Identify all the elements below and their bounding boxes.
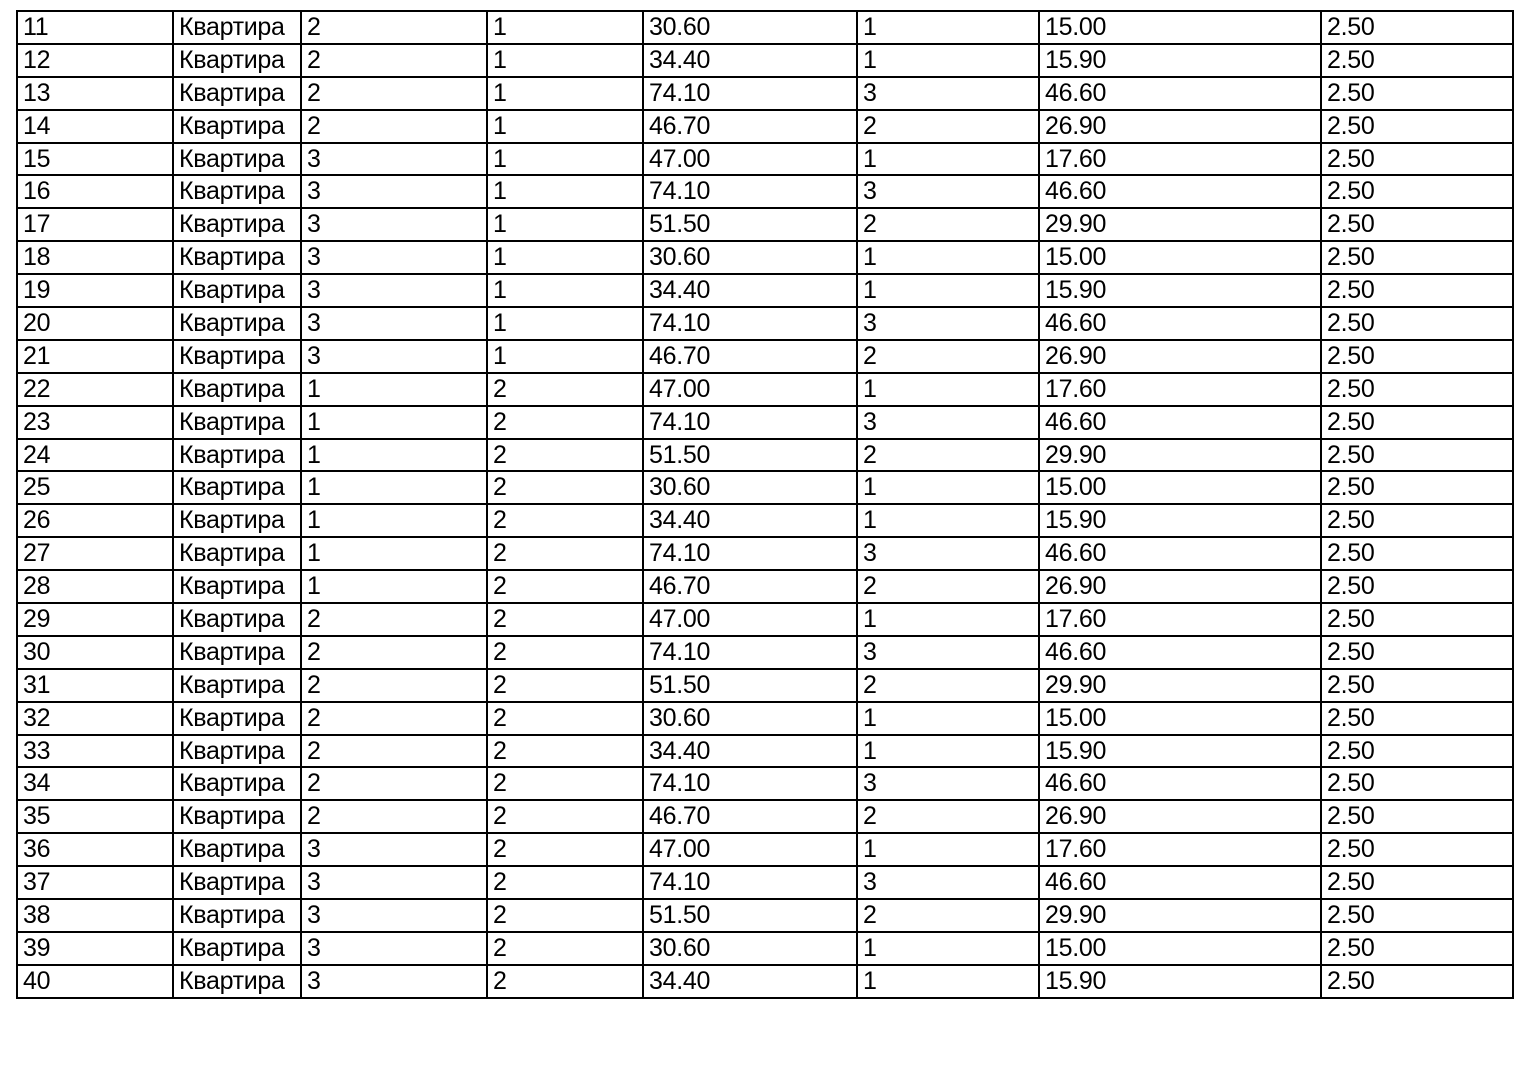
table-cell: 47.00 <box>643 603 857 636</box>
table-row <box>17 702 1513 735</box>
table-cell: 17.60 <box>1039 373 1321 406</box>
table-cell: 47.00 <box>643 143 857 176</box>
table-body <box>17 11 1513 998</box>
table-cell: 11 <box>17 11 173 44</box>
table-cell: 2 <box>487 899 643 932</box>
table-cell: 17.60 <box>1039 603 1321 636</box>
table-cell: 2.50 <box>1321 702 1513 735</box>
table-cell: 1 <box>857 241 1039 274</box>
table-cell: 3 <box>301 833 487 866</box>
table-cell: 46.60 <box>1039 767 1321 800</box>
table-cell: 46.60 <box>1039 537 1321 570</box>
table-cell: 1 <box>487 175 643 208</box>
table-cell: 2 <box>487 735 643 768</box>
table-cell: 31 <box>17 669 173 702</box>
table-cell: 30.60 <box>643 932 857 965</box>
table-cell: 2.50 <box>1321 932 1513 965</box>
table-cell: 34.40 <box>643 735 857 768</box>
table-cell: 29.90 <box>1039 439 1321 472</box>
table-cell: 2 <box>487 570 643 603</box>
table-cell: 1 <box>301 504 487 537</box>
table-cell: 2.50 <box>1321 965 1513 998</box>
table-cell: 74.10 <box>643 866 857 899</box>
table-cell: 51.50 <box>643 208 857 241</box>
table-cell: 15.90 <box>1039 965 1321 998</box>
table-cell: 51.50 <box>643 439 857 472</box>
table-row <box>17 175 1513 208</box>
table-cell: 74.10 <box>643 636 857 669</box>
table-row <box>17 406 1513 439</box>
table-cell: 2.50 <box>1321 570 1513 603</box>
table-cell: 2 <box>301 44 487 77</box>
table-cell: Квартира <box>173 373 301 406</box>
table-cell: 2 <box>857 439 1039 472</box>
table-cell: Квартира <box>173 965 301 998</box>
table-cell: 1 <box>857 603 1039 636</box>
table-cell: 2.50 <box>1321 899 1513 932</box>
table-row <box>17 340 1513 373</box>
table-cell: 74.10 <box>643 406 857 439</box>
table-cell: 46.60 <box>1039 307 1321 340</box>
table-cell: 2 <box>301 110 487 143</box>
table-cell: 26 <box>17 504 173 537</box>
table-cell: 2 <box>487 636 643 669</box>
table-row <box>17 373 1513 406</box>
table-cell: 2 <box>301 11 487 44</box>
table-cell: 15.90 <box>1039 504 1321 537</box>
table-cell: 17.60 <box>1039 143 1321 176</box>
table-cell: 37 <box>17 866 173 899</box>
table-cell: 16 <box>17 175 173 208</box>
table-cell: 29.90 <box>1039 899 1321 932</box>
table-cell: 46.70 <box>643 340 857 373</box>
table-cell: 2 <box>487 373 643 406</box>
table-cell: 2.50 <box>1321 800 1513 833</box>
table-cell: Квартира <box>173 77 301 110</box>
table-cell: 21 <box>17 340 173 373</box>
table-row <box>17 439 1513 472</box>
table-cell: 2.50 <box>1321 340 1513 373</box>
table-cell: Квартира <box>173 800 301 833</box>
table-cell: 34 <box>17 767 173 800</box>
table-cell: 1 <box>857 932 1039 965</box>
table-cell: 38 <box>17 899 173 932</box>
table-cell: 74.10 <box>643 175 857 208</box>
table-cell: 51.50 <box>643 899 857 932</box>
table-cell: 1 <box>487 77 643 110</box>
table-cell: 1 <box>857 965 1039 998</box>
table-cell: 2.50 <box>1321 767 1513 800</box>
table-cell: Квартира <box>173 702 301 735</box>
table-cell: 34.40 <box>643 965 857 998</box>
table-cell: 3 <box>301 307 487 340</box>
table-cell: 2.50 <box>1321 504 1513 537</box>
table-cell: 3 <box>857 636 1039 669</box>
table-cell: 2 <box>857 669 1039 702</box>
table-cell: 46.60 <box>1039 175 1321 208</box>
table-cell: 30.60 <box>643 241 857 274</box>
table-cell: 3 <box>301 143 487 176</box>
table-cell: 2 <box>487 471 643 504</box>
table-cell: Квартира <box>173 143 301 176</box>
table-cell: 1 <box>487 44 643 77</box>
table-cell: 2.50 <box>1321 471 1513 504</box>
table-cell: 74.10 <box>643 307 857 340</box>
table-cell: 23 <box>17 406 173 439</box>
table-cell: 46.70 <box>643 570 857 603</box>
table-cell: 3 <box>857 537 1039 570</box>
table-row <box>17 833 1513 866</box>
table-cell: 2.50 <box>1321 373 1513 406</box>
table-cell: 1 <box>301 537 487 570</box>
table-cell: Квартира <box>173 932 301 965</box>
table-cell: 2 <box>487 537 643 570</box>
table-cell: 46.70 <box>643 800 857 833</box>
table-cell: 3 <box>857 767 1039 800</box>
table-cell: Квартира <box>173 603 301 636</box>
table-cell: 24 <box>17 439 173 472</box>
table-cell: 15.00 <box>1039 702 1321 735</box>
table-row <box>17 570 1513 603</box>
table-cell: 15.00 <box>1039 471 1321 504</box>
table-cell: 1 <box>487 110 643 143</box>
table-cell: 12 <box>17 44 173 77</box>
table-row <box>17 537 1513 570</box>
table-cell: Квартира <box>173 175 301 208</box>
table-row <box>17 965 1513 998</box>
table-cell: Квартира <box>173 866 301 899</box>
table-cell: 3 <box>301 932 487 965</box>
table-cell: Квартира <box>173 570 301 603</box>
table-cell: 2 <box>301 702 487 735</box>
table-cell: Квартира <box>173 11 301 44</box>
table-cell: 1 <box>301 439 487 472</box>
table-cell: 2 <box>857 570 1039 603</box>
table-cell: 39 <box>17 932 173 965</box>
table-cell: 3 <box>301 965 487 998</box>
table-cell: 2.50 <box>1321 669 1513 702</box>
table-cell: 33 <box>17 735 173 768</box>
table-cell: 18 <box>17 241 173 274</box>
table-cell: 3 <box>301 340 487 373</box>
table-cell: 1 <box>487 11 643 44</box>
table-cell: 15 <box>17 143 173 176</box>
table-cell: 26.90 <box>1039 110 1321 143</box>
table-cell: 2 <box>487 866 643 899</box>
table-row <box>17 110 1513 143</box>
table-cell: 2 <box>487 603 643 636</box>
table-cell: Квартира <box>173 899 301 932</box>
table-cell: Квартира <box>173 504 301 537</box>
table-cell: 2 <box>487 439 643 472</box>
table-row <box>17 274 1513 307</box>
table-cell: 46.60 <box>1039 636 1321 669</box>
table-cell: Квартира <box>173 833 301 866</box>
table-cell: 3 <box>857 866 1039 899</box>
table-cell: 2 <box>487 965 643 998</box>
table-cell: 28 <box>17 570 173 603</box>
table-cell: 1 <box>487 208 643 241</box>
table-cell: 1 <box>487 307 643 340</box>
table-cell: Квартира <box>173 636 301 669</box>
table-cell: 2 <box>487 406 643 439</box>
table-cell: 3 <box>301 866 487 899</box>
table-cell: 2 <box>487 767 643 800</box>
table-cell: 1 <box>857 11 1039 44</box>
table-row <box>17 77 1513 110</box>
table-cell: 1 <box>857 833 1039 866</box>
table-cell: 1 <box>857 471 1039 504</box>
table-cell: 2.50 <box>1321 44 1513 77</box>
table-cell: 2 <box>857 208 1039 241</box>
table-cell: 22 <box>17 373 173 406</box>
table-cell: 1 <box>857 44 1039 77</box>
table-row <box>17 11 1513 44</box>
table-cell: 74.10 <box>643 537 857 570</box>
table-cell: 2 <box>301 603 487 636</box>
table-cell: Квартира <box>173 307 301 340</box>
table-row <box>17 636 1513 669</box>
table-row <box>17 241 1513 274</box>
table-cell: 2.50 <box>1321 143 1513 176</box>
table-row <box>17 735 1513 768</box>
table-cell: 2.50 <box>1321 866 1513 899</box>
table-cell: Квартира <box>173 44 301 77</box>
table-cell: 2 <box>301 735 487 768</box>
table-cell: 1 <box>301 406 487 439</box>
table-cell: 27 <box>17 537 173 570</box>
table-cell: 25 <box>17 471 173 504</box>
table-cell: Квартира <box>173 669 301 702</box>
table-cell: Квартира <box>173 241 301 274</box>
table-row <box>17 143 1513 176</box>
table-cell: 2 <box>301 77 487 110</box>
table-cell: 15.00 <box>1039 241 1321 274</box>
table-row <box>17 603 1513 636</box>
table-cell: 14 <box>17 110 173 143</box>
table-cell: 74.10 <box>643 767 857 800</box>
table-cell: 3 <box>301 274 487 307</box>
table-cell: 36 <box>17 833 173 866</box>
table-cell: 2 <box>301 800 487 833</box>
table-cell: 34.40 <box>643 504 857 537</box>
table-cell: 15.00 <box>1039 11 1321 44</box>
table-cell: 2.50 <box>1321 241 1513 274</box>
table-cell: 3 <box>301 208 487 241</box>
table-cell: 1 <box>487 143 643 176</box>
table-cell: 2 <box>857 800 1039 833</box>
table-cell: Квартира <box>173 274 301 307</box>
table-cell: 26.90 <box>1039 800 1321 833</box>
table-cell: 2.50 <box>1321 208 1513 241</box>
table-cell: 20 <box>17 307 173 340</box>
table-cell: 2 <box>487 833 643 866</box>
table-row <box>17 44 1513 77</box>
table-cell: 2.50 <box>1321 735 1513 768</box>
table-cell: 15.00 <box>1039 932 1321 965</box>
table-cell: 2 <box>487 504 643 537</box>
table-cell: 2 <box>301 767 487 800</box>
table-cell: 15.90 <box>1039 735 1321 768</box>
table-row <box>17 932 1513 965</box>
table-cell: 1 <box>487 274 643 307</box>
table-row <box>17 800 1513 833</box>
table-cell: 3 <box>857 77 1039 110</box>
table-cell: 3 <box>301 241 487 274</box>
table-cell: 46.70 <box>643 110 857 143</box>
table-row <box>17 471 1513 504</box>
table-cell: 29 <box>17 603 173 636</box>
table-row <box>17 767 1513 800</box>
table-cell: 1 <box>857 143 1039 176</box>
table-cell: Квартира <box>173 110 301 143</box>
table-cell: 2 <box>857 899 1039 932</box>
table-cell: 1 <box>857 504 1039 537</box>
table-cell: 3 <box>857 175 1039 208</box>
table-cell: 15.90 <box>1039 44 1321 77</box>
table-cell: 2.50 <box>1321 307 1513 340</box>
table-cell: 3 <box>301 899 487 932</box>
table-row <box>17 208 1513 241</box>
table-cell: 2 <box>857 110 1039 143</box>
table-cell: 1 <box>857 373 1039 406</box>
table-cell: 32 <box>17 702 173 735</box>
table-cell: 46.60 <box>1039 77 1321 110</box>
table-cell: 1 <box>301 373 487 406</box>
table-cell: 30.60 <box>643 471 857 504</box>
table-cell: 46.60 <box>1039 406 1321 439</box>
table-cell: 1 <box>857 702 1039 735</box>
table-row <box>17 504 1513 537</box>
table-cell: Квартира <box>173 735 301 768</box>
table-cell: 26.90 <box>1039 570 1321 603</box>
table-cell: 2.50 <box>1321 110 1513 143</box>
table-cell: 2.50 <box>1321 537 1513 570</box>
table-cell: 2 <box>487 800 643 833</box>
table-cell: 46.60 <box>1039 866 1321 899</box>
table-cell: 1 <box>301 570 487 603</box>
table-cell: 2.50 <box>1321 175 1513 208</box>
table-cell: 2.50 <box>1321 833 1513 866</box>
table-cell: 3 <box>857 307 1039 340</box>
table-cell: 13 <box>17 77 173 110</box>
table-cell: 2.50 <box>1321 274 1513 307</box>
table-cell: Квартира <box>173 406 301 439</box>
table-cell: 30.60 <box>643 702 857 735</box>
table-cell: 30 <box>17 636 173 669</box>
table-cell: 29.90 <box>1039 208 1321 241</box>
table-cell: 2.50 <box>1321 636 1513 669</box>
table-cell: Квартира <box>173 340 301 373</box>
table-cell: 1 <box>857 274 1039 307</box>
table-cell: 2 <box>857 340 1039 373</box>
table-row <box>17 669 1513 702</box>
table-cell: 29.90 <box>1039 669 1321 702</box>
table-cell: 1 <box>487 241 643 274</box>
table-cell: Квартира <box>173 537 301 570</box>
table-cell: 17.60 <box>1039 833 1321 866</box>
table-cell: 3 <box>857 406 1039 439</box>
table-cell: 2.50 <box>1321 439 1513 472</box>
table-cell: 1 <box>487 340 643 373</box>
table-cell: Квартира <box>173 471 301 504</box>
table-cell: 2.50 <box>1321 77 1513 110</box>
table-cell: 2 <box>487 669 643 702</box>
table-cell: 40 <box>17 965 173 998</box>
table-row <box>17 866 1513 899</box>
table-cell: 1 <box>857 735 1039 768</box>
table-cell: 47.00 <box>643 833 857 866</box>
table-row <box>17 307 1513 340</box>
table-cell: 34.40 <box>643 44 857 77</box>
table-cell: 1 <box>301 471 487 504</box>
table-cell: 17 <box>17 208 173 241</box>
table-cell: 2.50 <box>1321 406 1513 439</box>
table-cell: 26.90 <box>1039 340 1321 373</box>
table-cell: 30.60 <box>643 11 857 44</box>
table-cell: 2.50 <box>1321 11 1513 44</box>
table-cell: Квартира <box>173 767 301 800</box>
table-cell: 51.50 <box>643 669 857 702</box>
table-cell: 47.00 <box>643 373 857 406</box>
table-cell: 74.10 <box>643 77 857 110</box>
table-cell: 2 <box>301 636 487 669</box>
table-cell: Квартира <box>173 439 301 472</box>
table-cell: 34.40 <box>643 274 857 307</box>
table-cell: 3 <box>301 175 487 208</box>
table-cell: 2 <box>487 932 643 965</box>
table-cell: 35 <box>17 800 173 833</box>
apartments-table <box>16 10 1514 999</box>
table-cell: 15.90 <box>1039 274 1321 307</box>
table-cell: Квартира <box>173 208 301 241</box>
table-row <box>17 899 1513 932</box>
table-cell: 2 <box>487 702 643 735</box>
table-cell: 2.50 <box>1321 603 1513 636</box>
table-cell: 2 <box>301 669 487 702</box>
table-cell: 19 <box>17 274 173 307</box>
